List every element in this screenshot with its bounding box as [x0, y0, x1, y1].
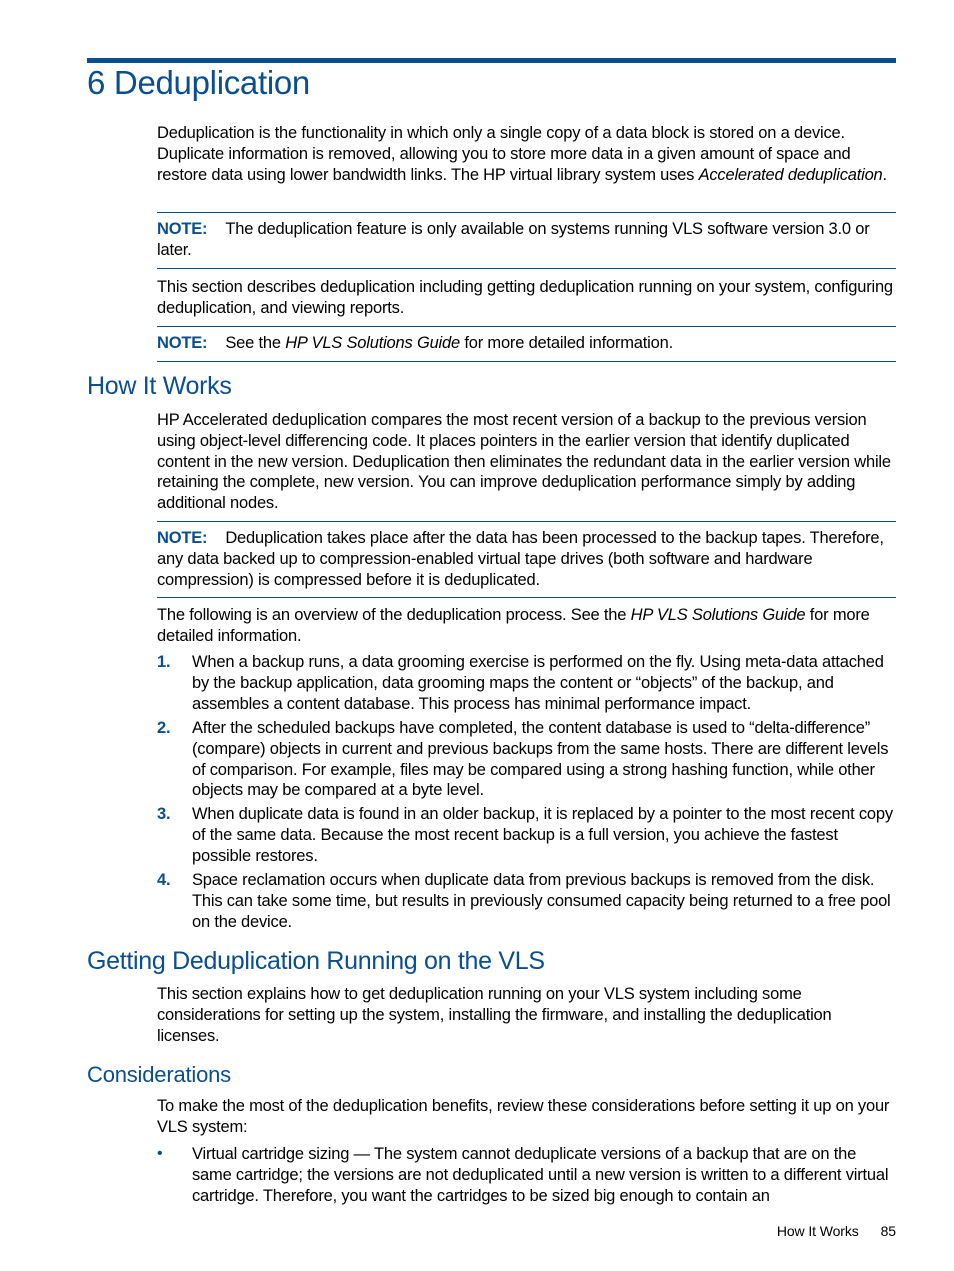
how-it-works-paragraph: HP Accelerated deduplication compares the most recent version of a backup to the previous version using object-level differencing code. It places pointers in the earlier version that identify duplicated content in the new version. Deduplication then eliminates the redundant data in the earlier version while retaining the complete, new version. You can improve deduplication performance simply by adding additional nodes. — [157, 411, 891, 513]
note-label: NOTE: — [157, 220, 208, 238]
list-item — [157, 652, 896, 714]
list-item — [157, 718, 896, 801]
list-item-number: 3. — [157, 805, 171, 823]
note-text: The deduplication feature is only available on systems running VLS software version 3.0 or later. — [157, 220, 870, 259]
list-item-number: 4. — [157, 871, 171, 889]
chapter-title: 6 Deduplication — [87, 64, 310, 101]
chapter-top-rule — [87, 58, 896, 63]
list-item-text: After the scheduled backups have completed, the content database is used to “delta-difference” (compare) objects in current and previous backups from the same hosts. There are different levels of comparison. For example, files may be compared using a strong hashing function, while other objects may be compared at a byte level. — [192, 719, 889, 800]
list-item-number: 2. — [157, 719, 171, 737]
considerations-paragraph: To make the most of the deduplication benefits, review these considerations before setting it up on your VLS system: — [157, 1097, 890, 1136]
heading-considerations: Considerations — [87, 1062, 231, 1087]
note-text: Deduplication takes place after the data has been processed to the backup tapes. Therefore, any data backed up to compression-enabled virtual tape drives (both software and hardware compression) is compressed before it is deduplicated. — [157, 529, 884, 589]
list-item-text: When a backup runs, a data grooming exercise is performed on the fly. Using meta-data attached by the backup application, data grooming maps the content or “objects” of the backup, and assembles a content database. This process has minimal performance impact. — [192, 653, 884, 713]
getting-running-paragraph: This section explains how to get deduplication running on your VLS system including some considerations for setting up the system, installing the firmware, and installing the deduplication licenses. — [157, 985, 832, 1045]
list-item-text: Space reclamation occurs when duplicate data from previous backups is removed from the disk. This can take some time, but results in previously consumed capacity being returned to a free pool on the device. — [192, 871, 891, 931]
section-description-paragraph: This section describes deduplication including getting deduplication running on your system, configuring deduplication, and viewing reports. — [157, 278, 893, 317]
footer-section-title: How It Works — [776, 1223, 859, 1239]
list-item-number: 1. — [157, 653, 171, 671]
note-label: NOTE: — [157, 334, 208, 352]
page-footer — [777, 1223, 896, 1239]
note-label: NOTE: — [157, 529, 208, 547]
note-compression — [157, 521, 896, 598]
process-overview-paragraph: The following is an overview of the deduplication process. See the HP VLS Solutions Guide for more detailed information. — [157, 606, 870, 645]
list-item-text: When duplicate data is found in an older backup, it is replaced by a pointer to the most recent copy of the same data. Because the most recent backup is a full version, you achieve the fastest possible restores. — [192, 805, 893, 865]
bullet-icon: • — [157, 1145, 163, 1162]
list-item — [157, 870, 896, 932]
page-number: 85 — [880, 1223, 896, 1239]
list-item-text: Virtual cartridge sizing — The system cannot deduplicate versions of a backup that are on the same cartridge; the versions are not deduplicated until a new version is written to a different virtual cartridge. Therefore, you want the cartridges to be sized big enough to contain an — [192, 1145, 889, 1205]
list-item — [157, 1144, 896, 1206]
note-solutions-guide: NOTE: See the HP VLS Solutions Guide for more detailed information. — [157, 326, 896, 362]
heading-how-it-works: How It Works — [87, 372, 232, 400]
heading-getting-deduplication-running: Getting Deduplication Running on the VLS — [87, 947, 545, 975]
list-item — [157, 804, 896, 866]
note-version-requirement — [157, 212, 896, 269]
intro-paragraph: Deduplication is the functionality in which only a single copy of a data block is stored on a device. Duplicate information is removed, allowing you to store more data in a given amount of space and restore data using lower bandwidth links. The HP virtual library system uses Accelerated deduplication. — [157, 124, 887, 184]
